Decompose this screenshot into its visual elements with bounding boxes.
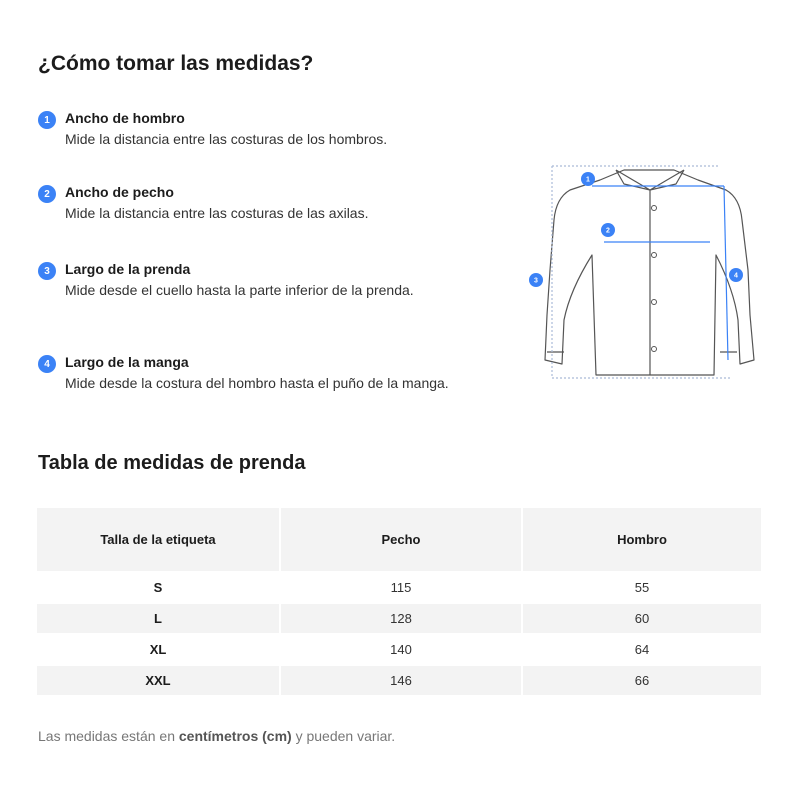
step-description: Mide desde el cuello hasta la parte inferior de la prenda.	[65, 282, 414, 298]
shirt-icon	[545, 170, 754, 375]
table-row	[37, 634, 762, 665]
marker-4-label: 4	[734, 272, 738, 280]
marker-2-label: 2	[606, 227, 610, 235]
cell-shoulder: 66	[522, 665, 762, 695]
marker-3-label: 3	[534, 277, 538, 285]
measurement-lines	[552, 166, 730, 378]
cell-shoulder: 55	[522, 572, 762, 603]
step-title: Largo de la manga	[65, 354, 189, 370]
shirt-buttons	[652, 206, 657, 352]
shirt-measurement-illustration	[520, 160, 760, 385]
marker-1-label: 1	[586, 176, 590, 184]
cell-chest: 128	[280, 603, 522, 634]
step-description: Mide la distancia entre las costuras de los hombros.	[65, 131, 388, 147]
step-title: Ancho de hombro	[65, 110, 185, 126]
table-row	[37, 665, 762, 695]
how-to-measure-title: ¿Cómo tomar las medidas?	[38, 52, 314, 75]
size-table	[37, 508, 763, 695]
size-table-title: Tabla de medidas de prenda	[38, 452, 306, 474]
step-description: Mide desde la costura del hombro hasta el puño de la manga.	[65, 375, 449, 391]
cell-shoulder: 60	[522, 603, 762, 634]
note-unit: centímetros (cm)	[178, 728, 292, 744]
cell-size: XL	[37, 634, 280, 665]
step-description: Mide la distancia entre las costuras de las axilas.	[65, 205, 369, 221]
cell-shoulder: 64	[522, 634, 762, 665]
header-shoulder: Hombro	[522, 508, 762, 572]
step-number-badge: 1	[38, 111, 56, 129]
step-number-badge: 3	[38, 262, 56, 280]
step-title: Largo de la prenda	[65, 261, 191, 277]
cell-size: L	[37, 603, 280, 634]
cell-size: S	[37, 572, 280, 603]
header-size: Talla de la etiqueta	[37, 508, 280, 572]
cell-chest: 115	[280, 572, 522, 603]
note-suffix: y pueden variar.	[291, 728, 396, 744]
step-number-badge: 2	[38, 185, 56, 203]
cell-chest: 146	[280, 665, 522, 695]
table-header-row	[37, 508, 762, 572]
measurement-markers	[529, 172, 743, 287]
header-chest: Pecho	[280, 508, 522, 572]
measurement-note	[38, 728, 395, 744]
table-row	[37, 603, 762, 634]
step-number-badge: 4	[38, 355, 56, 373]
step-title: Ancho de pecho	[65, 184, 174, 200]
cell-chest: 140	[280, 634, 522, 665]
table-row	[37, 572, 762, 603]
cell-size: XXL	[37, 665, 280, 695]
note-prefix: Las medidas están en	[38, 728, 179, 744]
